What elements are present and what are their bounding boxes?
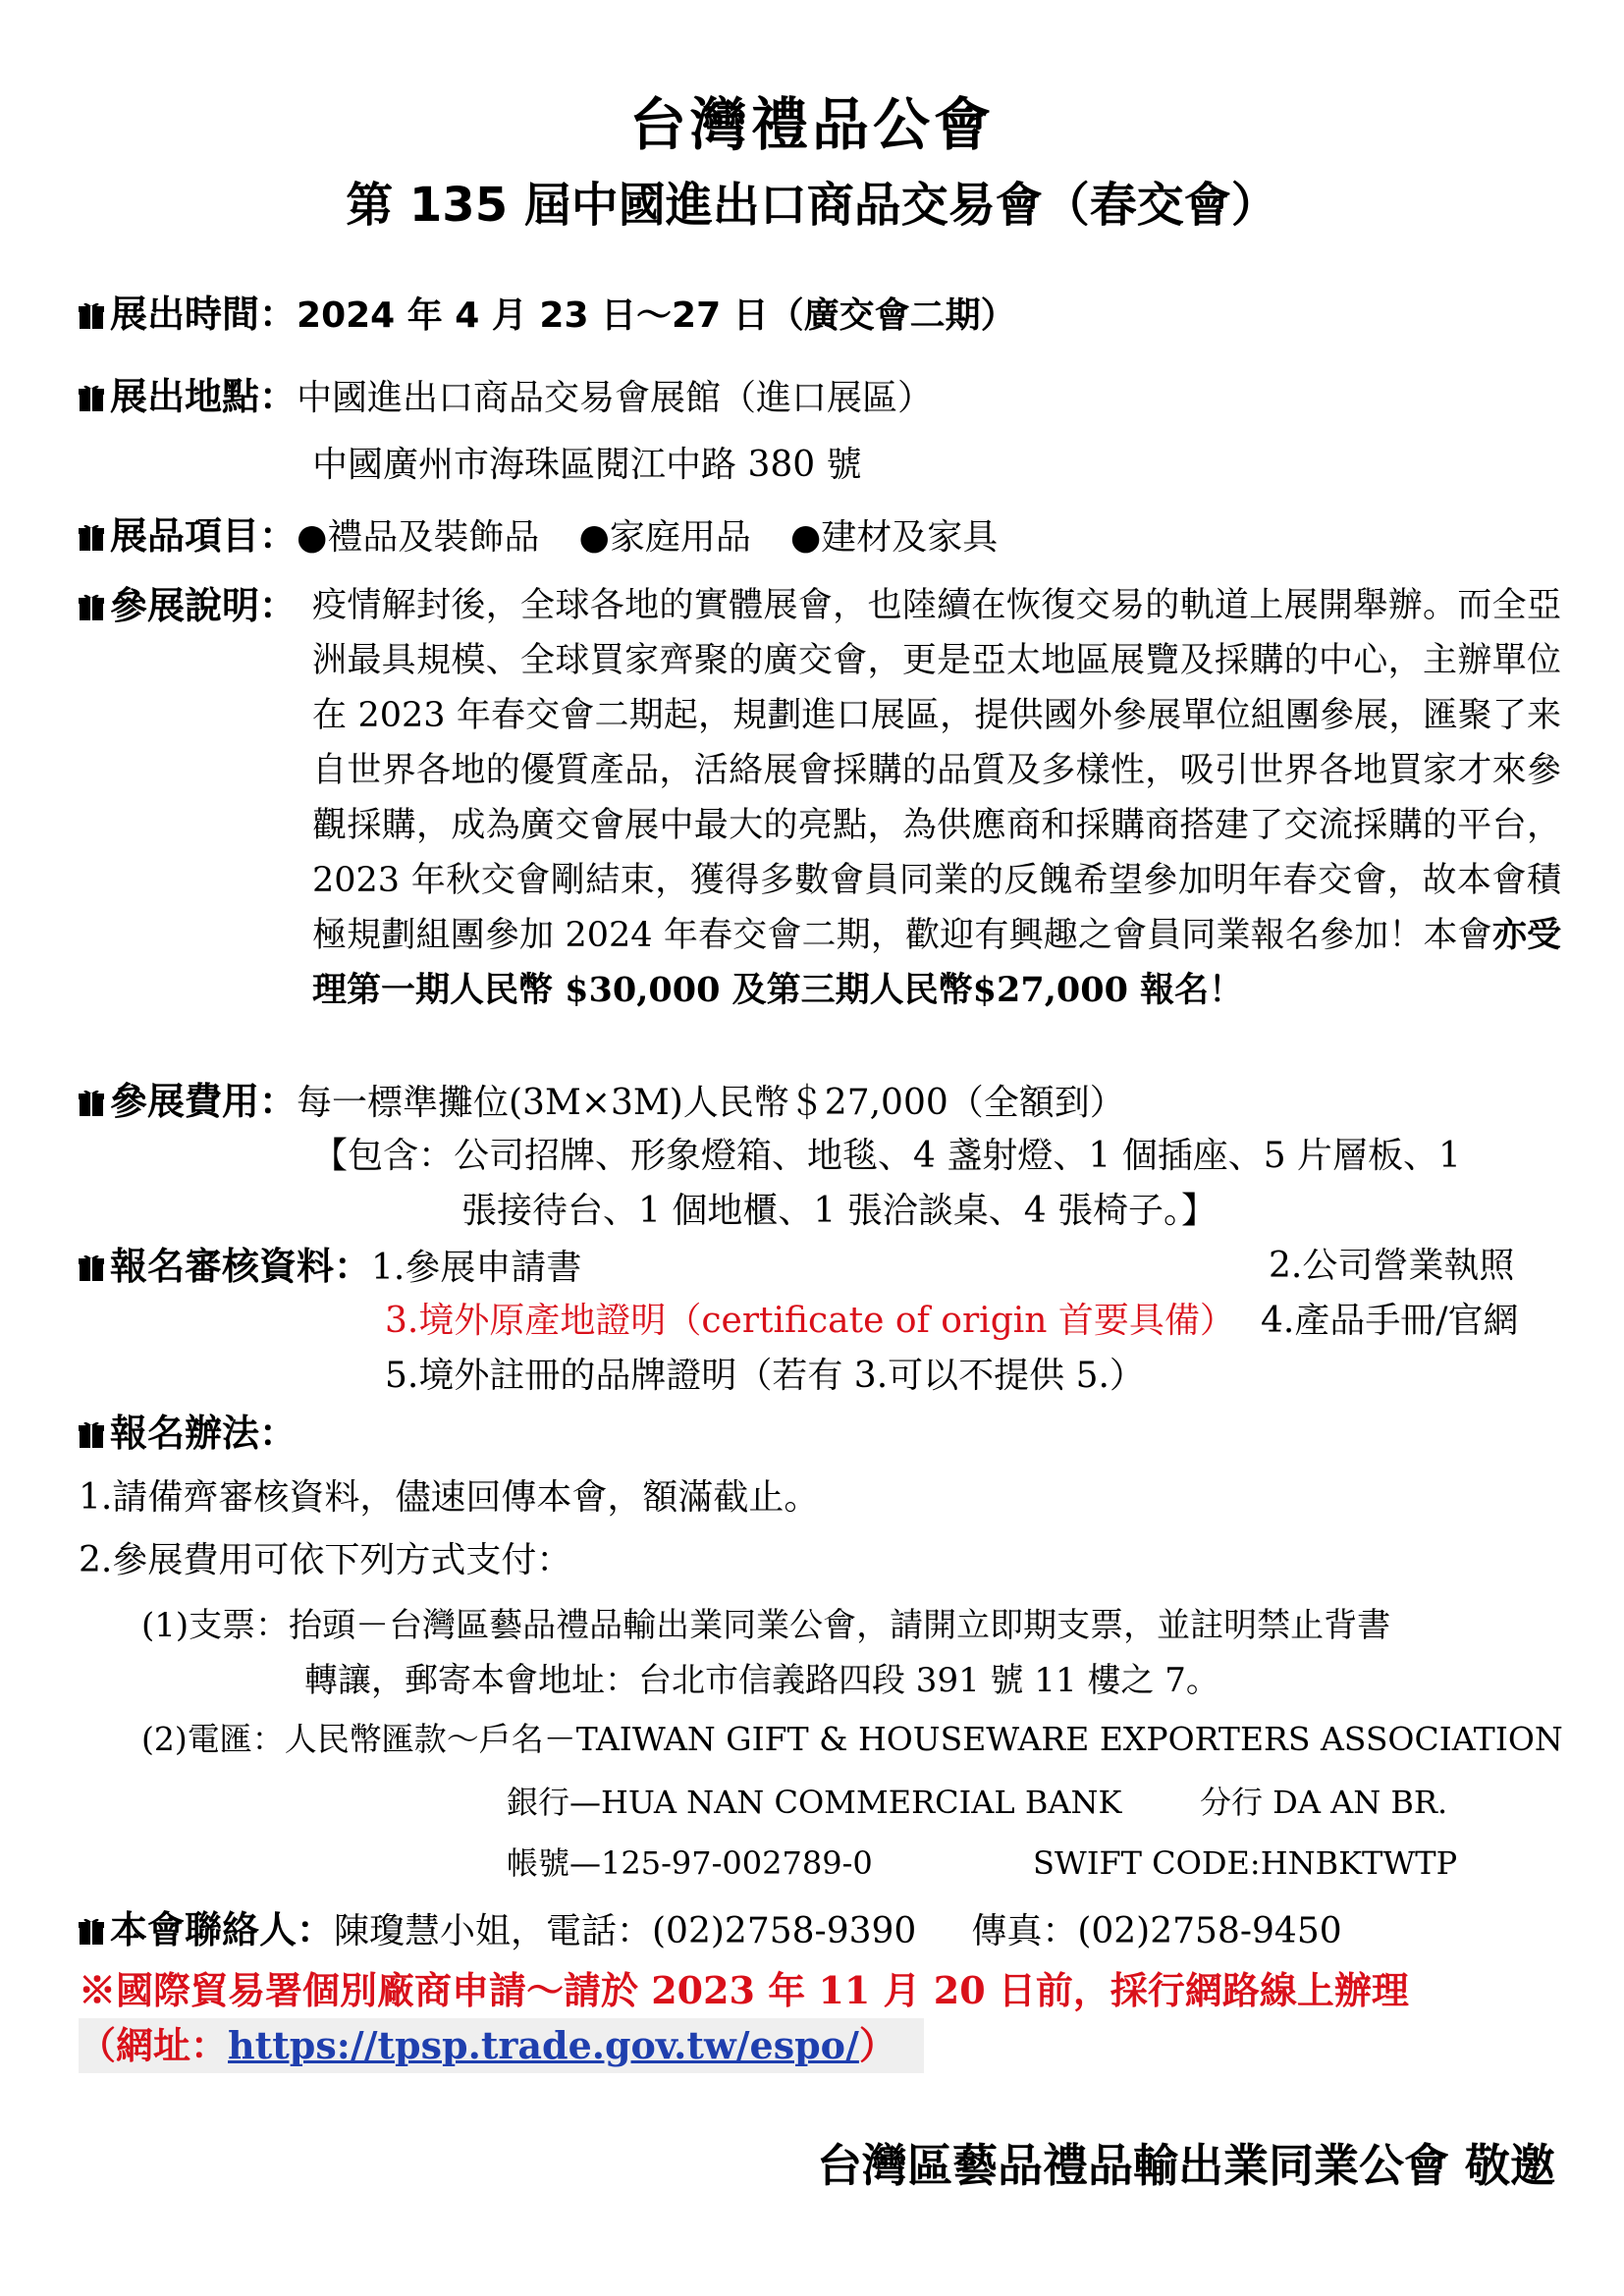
registration-step1: 1.請備齊審核資料，儘速回傳本會，額滿截止。 bbox=[79, 1477, 820, 1518]
check-line1: (1)支票：抬頭－台灣區藝品禮品輸出業同業公會，請開立即期支票，並註明禁止背書 bbox=[141, 1606, 1391, 1645]
description-label: 參展說明： bbox=[110, 584, 298, 627]
notice-url-line bbox=[79, 2018, 924, 2073]
registration-step2: 2.參展費用可依下列方式支付： bbox=[79, 1540, 572, 1580]
signature: 台灣區藝品禮品輸出業同業公會 敬邀 bbox=[816, 2139, 1555, 2192]
products-label: 展品項目： bbox=[110, 514, 298, 558]
documents-label: 報名審核資料： bbox=[110, 1245, 372, 1288]
fee-label: 參展費用： bbox=[110, 1080, 298, 1123]
fee-line2: 【包含：公司招牌、形象燈箱、地毯、4 盞射燈、1 個插座、5 片層板、1 bbox=[312, 1136, 1461, 1176]
website-link[interactable]: https://tpsp.trade.gov.tw/espo/ bbox=[228, 2023, 859, 2067]
document-item: 3.境外原產地證明（certificate of origin 首要具備） bbox=[385, 1301, 1235, 1341]
fee-line3: 張接待台、1 個地櫃、1 張洽談桌、4 張椅子。】 bbox=[461, 1191, 1218, 1231]
gift-icon bbox=[79, 383, 104, 412]
contact-row bbox=[79, 1902, 1342, 1959]
product-item: ●建材及家具 bbox=[789, 517, 999, 558]
contact-fax: 傳真：(02)2758-9450 bbox=[971, 1911, 1342, 1951]
registration-row bbox=[79, 1406, 297, 1463]
venue-line2: 中國廣州市海珠區閱江中路 380 號 bbox=[312, 445, 862, 485]
gift-icon bbox=[79, 1419, 104, 1449]
url-suffix: ） bbox=[858, 2023, 896, 2067]
bank-branch: 分行 DA AN BR. bbox=[1200, 1784, 1448, 1821]
check-line2: 轉讓，郵寄本會地址：台北市信義路四段 391 號 11 樓之 7。 bbox=[304, 1661, 1219, 1700]
description-text: 疫情解封後，全球各地的實體展會，也陸續在恢復交易的軌道上展開舉辦。而全亞洲最具規模、全球買家齊聚的廣交會，更是亞太地區展覽及採購的中心，主辦單位在 2023 年春交會二期起，規劃進口展區，提供國外參展單位組團參展，匯聚了来自世界各地的優質產品，活絡展會採購的品質及多樣性，吸引世界各地買家才來參觀採購，成為廣交會展中最大的亮點，為供應商和採購商搭建了交流採購的平台，2023 年秋交會剛結束，獲得多數會員同業的反餽希望參加明年春交會，故本會積極規劃組團參加 2024 年春交會二期，歡迎有興趣之會員同業報名參加！本會亦受理第一期人民幣 $30,000 及第三期人民幣$27,000 報名！ bbox=[312, 586, 1561, 1010]
contact-label: 本會聯絡人： bbox=[110, 1908, 335, 1951]
description-label-row bbox=[79, 578, 297, 635]
time-row bbox=[79, 287, 1016, 344]
documents-row bbox=[79, 1239, 581, 1296]
wire-line1: (2)電匯：人民幣匯款～戶名－TAIWAN GIFT & HOUSEWARE EXPORTERS ASSOCIATION bbox=[141, 1720, 1563, 1758]
org-title: 台灣禮品公會 bbox=[628, 91, 995, 158]
venue-label: 展出地點： bbox=[110, 375, 298, 418]
event-title: 第 135 屆中國進出口商品交易會（春交會） bbox=[346, 178, 1278, 233]
url-prefix: （網址： bbox=[79, 2023, 229, 2067]
document-item: 2.公司營業執照 bbox=[1269, 1246, 1515, 1286]
contact-name-phone: 陳瓊慧小姐，電話：(02)2758-9390 bbox=[334, 1911, 917, 1951]
gift-icon bbox=[79, 1088, 104, 1117]
gift-icon bbox=[79, 300, 104, 330]
venue-line1: 中國進出口商品交易會展館（進口展區） bbox=[297, 378, 934, 418]
time-label: 展出時間： bbox=[110, 293, 298, 336]
swift-code: SWIFT CODE:HNBKTWTP bbox=[1033, 1844, 1458, 1882]
gift-icon bbox=[79, 522, 104, 552]
products-row bbox=[79, 508, 998, 565]
bank-account: 帳號—125-97-002789-0 bbox=[507, 1844, 873, 1882]
document-item: 1.參展申請書 bbox=[371, 1248, 582, 1288]
registration-label: 報名辦法： bbox=[110, 1412, 298, 1455]
bank-name: 銀行—HUA NAN COMMERCIAL BANK bbox=[507, 1784, 1122, 1821]
product-item: ●家庭用品 bbox=[578, 517, 751, 558]
time-value: 2024 年 4 月 23 日～27 日（廣交會二期） bbox=[297, 295, 1016, 336]
venue-row bbox=[79, 369, 933, 426]
product-item: ●禮品及裝飾品 bbox=[297, 517, 540, 558]
document-item: 4.產品手冊/官網 bbox=[1261, 1301, 1519, 1341]
description-bold-text: 亦受理第一期人民幣 $30,000 及第三期人民幣$27,000 報名！ bbox=[312, 915, 1561, 1010]
gift-icon bbox=[79, 1253, 104, 1282]
document-item: 5.境外註冊的品牌證明（若有 3.可以不提供 5.） bbox=[385, 1356, 1145, 1396]
fee-line1: 每一標準攤位(3M×3M)人民幣＄27,000（全額到） bbox=[297, 1083, 1125, 1123]
gift-icon bbox=[79, 592, 104, 621]
gift-icon bbox=[79, 1916, 104, 1946]
fee-row bbox=[79, 1074, 1125, 1131]
notice-line1: ※國際貿易署個別廠商申請～請於 2023 年 11 月 20 日前，採行網路線上辦理 bbox=[79, 1968, 1409, 2012]
